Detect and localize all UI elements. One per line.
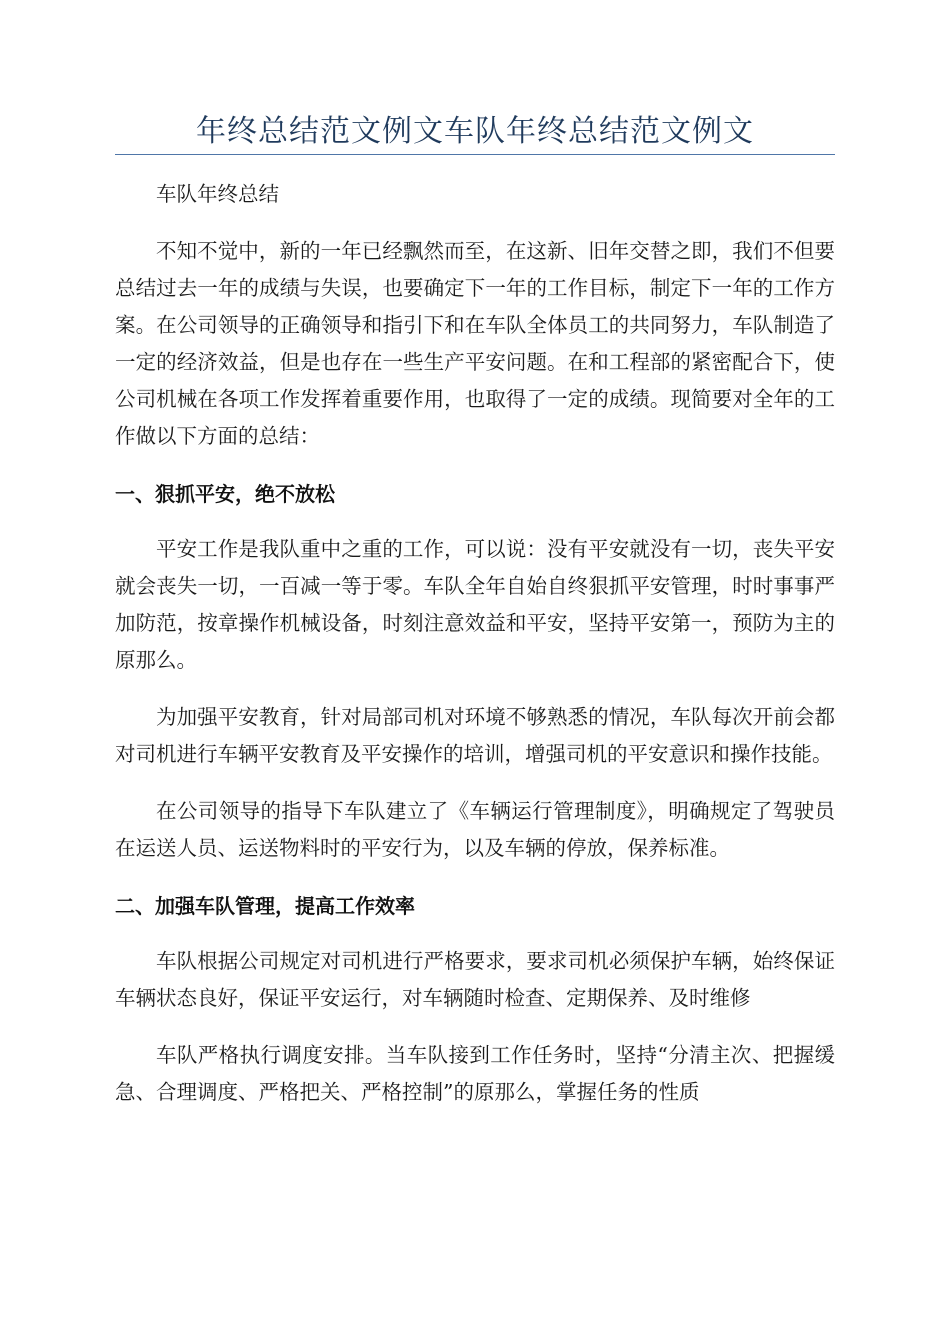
section-1-heading: 一、狠抓平安，绝不放松 bbox=[115, 482, 335, 506]
section-1-paragraph-2: 为加强平安教育，针对局部司机对环境不够熟悉的情况，车队每次开前会都对司机进行车辆平安教育及平安操作的培训，增强司机的平安意识和操作技能。 bbox=[115, 705, 835, 766]
section-2-paragraph-2: 车队严格执行调度安排。当车队接到工作任务时，坚持“分清主次、把握缓急、合理调度、严格把关、严格控制”的原那么，掌握任务的性质 bbox=[115, 1043, 835, 1104]
title-underline bbox=[115, 154, 835, 155]
section-1-paragraph-3: 在公司领导的指导下车队建立了《车辆运行管理制度》，明确规定了驾驶员在运送人员、运送物料时的平安行为，以及车辆的停放，保养标准。 bbox=[115, 799, 835, 860]
section-2-heading: 二、加强车队管理，提高工作效率 bbox=[115, 894, 415, 918]
subtitle: 车队年终总结 bbox=[156, 182, 279, 206]
document-title: 年终总结范文例文车队年终总结范文例文 bbox=[196, 114, 754, 149]
document-body bbox=[115, 176, 835, 1131]
section-2-paragraph-1: 车队根据公司规定对司机进行严格要求，要求司机必须保护车辆，始终保证车辆状态良好，保证平安运行，对车辆随时检查、定期保养、及时维修 bbox=[115, 949, 835, 1010]
section-1-paragraph-1: 平安工作是我队重中之重的工作，可以说：没有平安就没有一切，丧失平安就会丧失一切，一百减一等于零。车队全年自始自终狠抓平安管理，时时事事严加防范，按章操作机械设备，时刻注意效益和平安，坚持平安第一，预防为主的原那么。 bbox=[115, 537, 835, 672]
intro-paragraph: 不知不觉中，新的一年已经飘然而至，在这新、旧年交替之即，我们不但要总结过去一年的成绩与失误，也要确定下一年的工作目标，制定下一年的工作方案。在公司领导的正确领导和指引下和在车队全体员工的共同努力，车队制造了一定的经济效益，但是也存在一些生产平安问题。在和工程部的紧密配合下，使公司机械在各项工作发挥着重要作用，也取得了一定的成绩。现简要对全年的工作做以下方面的总结： bbox=[115, 239, 835, 448]
